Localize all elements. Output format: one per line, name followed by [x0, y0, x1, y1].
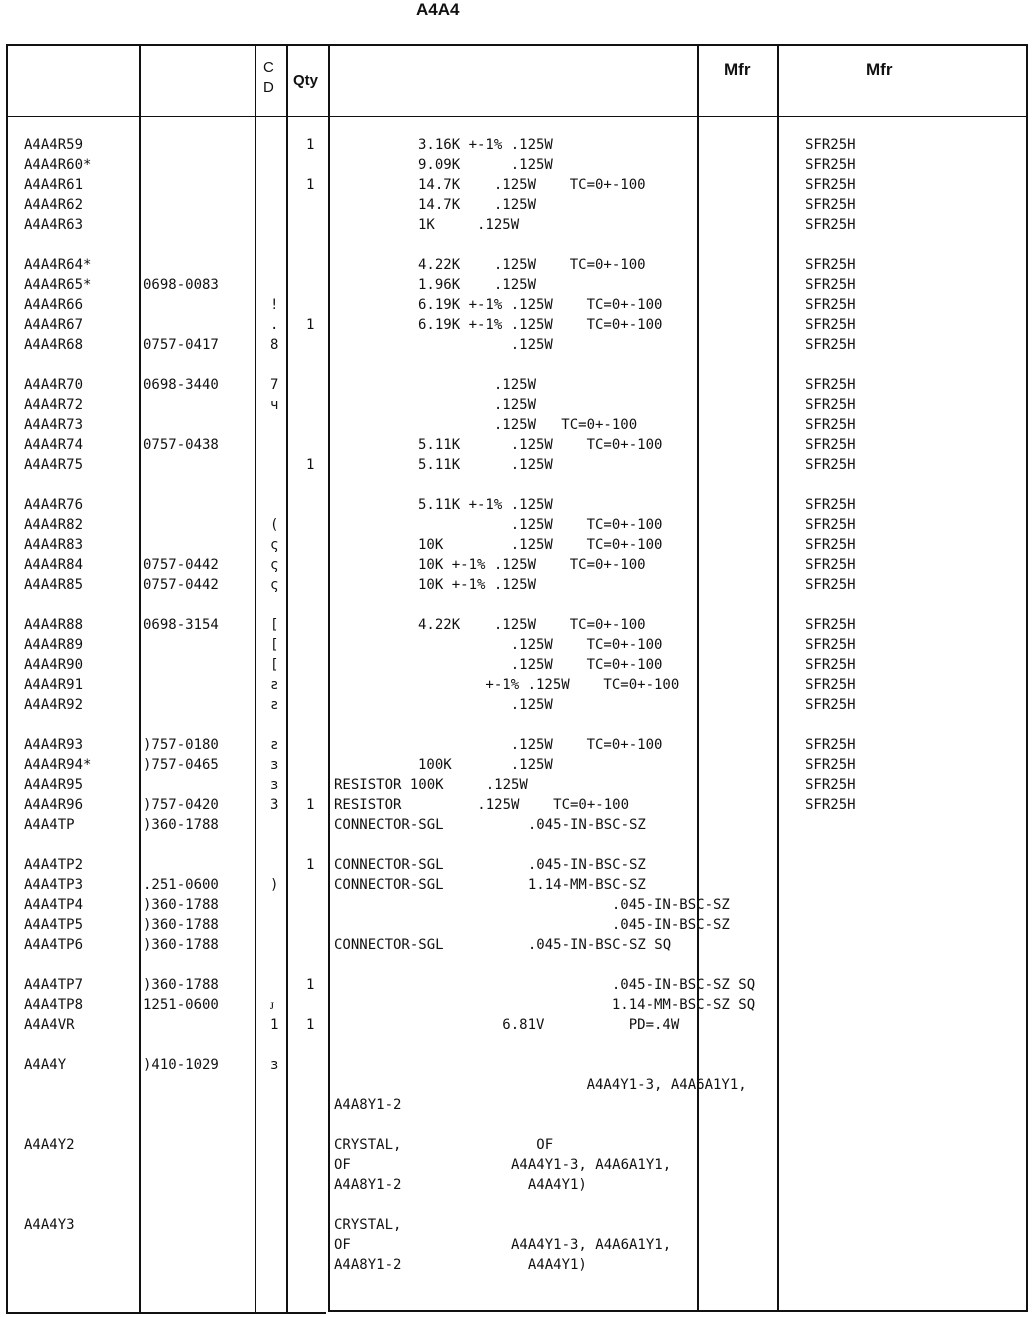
ref-designator: A4A4R65*	[24, 277, 92, 293]
qty-value: 1	[306, 797, 315, 813]
hp-part-number: 0757-0417	[143, 337, 219, 353]
check-digit: )	[270, 877, 279, 893]
ref-designator: A4A4TP2	[24, 857, 84, 873]
mfr-part-number: SFR25H	[805, 257, 856, 273]
hp-part-number: 1251-0600	[143, 997, 219, 1013]
description: RESISTOR 100K .125W	[334, 777, 528, 793]
description: RESISTOR .125W TC=0+-100	[334, 797, 630, 813]
left-table-top-rule	[6, 44, 328, 46]
mfr-part-number: SFR25H	[805, 177, 856, 193]
hp-part-number: )360-1788	[143, 817, 219, 833]
ref-designator: A4A4R76	[24, 497, 84, 513]
mfr-part-number: SFR25H	[805, 557, 856, 573]
ref-designator: A4A4R62	[24, 197, 84, 213]
description: 6.19K +-1% .125W TC=0+-100	[418, 297, 663, 313]
hp-part-number: )360-1788	[143, 977, 219, 993]
cd-header: C D	[263, 59, 274, 96]
description: 14.7K .125W TC=0+-100	[418, 177, 646, 193]
mfr-part-number: SFR25H	[805, 537, 856, 553]
description: CRYSTAL, OF	[334, 1137, 554, 1153]
mfr-part-number: SFR25H	[805, 137, 856, 153]
description: .125W	[418, 397, 537, 413]
mfr-part-number: SFR25H	[805, 757, 856, 773]
hp-part-number: 0757-0442	[143, 577, 219, 593]
ref-designator: A4A4R82	[24, 517, 84, 533]
description: CONNECTOR-SGL .045-IN-BSC-SZ	[334, 857, 646, 873]
cd-column-divider	[255, 44, 256, 1314]
qty-column-divider	[286, 44, 288, 1314]
description: 9.09K .125W	[418, 157, 553, 173]
check-digit: ƨ	[270, 677, 279, 693]
ref-designator: A4A4R68	[24, 337, 84, 353]
description: 3.16K +-1% .125W	[418, 137, 553, 153]
description: A4A8Y1-2	[334, 1097, 402, 1113]
check-digit: 7	[270, 377, 279, 393]
check-digit: ᴊ	[270, 997, 275, 1013]
description: 6.19K +-1% .125W TC=0+-100	[418, 317, 663, 333]
ref-designator: A4A4TP	[24, 817, 75, 833]
ref-designator: A4A4R70	[24, 377, 84, 393]
ref-designator: A4A4R92	[24, 697, 84, 713]
check-digit: ƨ	[270, 737, 279, 753]
ref-designator: A4A4R95	[24, 777, 84, 793]
mfr-header: Mfr	[724, 60, 751, 79]
hp-part-number: )360-1788	[143, 897, 219, 913]
qty-value: 1	[306, 317, 315, 333]
qty-value: 1	[306, 457, 315, 473]
description: .125W TC=0+-100	[418, 637, 663, 653]
check-digit: [	[270, 617, 279, 633]
mfr-part-number: SFR25H	[805, 417, 856, 433]
description: A4A8Y1-2 A4A4Y1)	[334, 1177, 587, 1193]
mfr-column-divider	[697, 44, 699, 1312]
ref-designator: A4A4TP3	[24, 877, 84, 893]
description: 100K .125W	[418, 757, 553, 773]
hp-part-number: )410-1029	[143, 1057, 219, 1073]
mfr-part-number: SFR25H	[805, 777, 856, 793]
hp-part-number: )757-0180	[143, 737, 219, 753]
right-table-header-rule	[328, 116, 1028, 117]
hp-part-number: 0698-3154	[143, 617, 219, 633]
hp-part-number: )757-0420	[143, 797, 219, 813]
ref-designator: A4A4R89	[24, 637, 84, 653]
hp-part-number: 0757-0442	[143, 557, 219, 573]
mfr-part-number: SFR25H	[805, 677, 856, 693]
left-table-left-edge	[6, 44, 8, 1314]
description: 10K +-1% .125W TC=0+-100	[418, 557, 646, 573]
left-table-header-rule	[6, 116, 328, 117]
right-table-top-rule	[328, 44, 1028, 46]
qty-header: Qty	[293, 72, 319, 89]
description: .125W TC=0+-100	[418, 737, 663, 753]
ref-designator: A4A4TP4	[24, 897, 84, 913]
description: 1.96K .125W	[418, 277, 537, 293]
right-table-right-edge	[1026, 44, 1028, 1312]
ref-designator: A4A4R94*	[24, 757, 92, 773]
ref-designator: A4A4R59	[24, 137, 84, 153]
ref-designator: A4A4R67	[24, 317, 84, 333]
description: 10K +-1% .125W	[418, 577, 537, 593]
check-digit: ς	[270, 557, 279, 573]
ref-designator: A4A4TP7	[24, 977, 84, 993]
check-digit: ƨ	[270, 697, 279, 713]
description: A4A8Y1-2 A4A4Y1)	[334, 1257, 587, 1273]
ref-designator: A4A4R74	[24, 437, 84, 453]
mfr-part-number: SFR25H	[805, 157, 856, 173]
left-table-bottom-rule	[6, 1312, 326, 1314]
ref-designator: A4A4TP6	[24, 937, 84, 953]
ref-designator: A4A4TP5	[24, 917, 84, 933]
description: 4.22K .125W TC=0+-100	[418, 257, 646, 273]
mfr-part-number: SFR25H	[805, 377, 856, 393]
description: .045-IN-BSC-SZ SQ	[418, 977, 756, 993]
qty-value: 1	[306, 857, 315, 873]
description: 6.81V PD=.4W	[418, 1017, 680, 1033]
mfr-part-number: SFR25H	[805, 297, 856, 313]
mfr-part-number: SFR25H	[805, 657, 856, 673]
ref-designator: A4A4R83	[24, 537, 84, 553]
description: OF A4A4Y1-3, A4A6A1Y1,	[334, 1157, 672, 1173]
ref-designator: A4A4R91	[24, 677, 84, 693]
description: A4A4Y1-3, A4A6A1Y1,	[418, 1077, 747, 1093]
mfr-part-number: SFR25H	[805, 617, 856, 633]
ref-designator: A4A4Y3	[24, 1217, 75, 1233]
check-digit: !	[270, 297, 279, 313]
hp-part-number: 0698-3440	[143, 377, 219, 393]
ref-designator: A4A4TP8	[24, 997, 84, 1013]
ref-designator: A4A4R61	[24, 177, 84, 193]
mfr-part-number: SFR25H	[805, 577, 856, 593]
description: +-1% .125W TC=0+-100	[418, 677, 680, 693]
description: 4.22K .125W TC=0+-100	[418, 617, 646, 633]
hp-part-number: )360-1788	[143, 937, 219, 953]
check-digit: ς	[270, 577, 279, 593]
ref-designator: A4A4R88	[24, 617, 84, 633]
description: .125W	[418, 697, 553, 713]
mfr-part-number: SFR25H	[805, 337, 856, 353]
mfr-part-number: SFR25H	[805, 517, 856, 533]
description: .125W TC=0+-100	[418, 517, 663, 533]
description: 5.11K +-1% .125W	[418, 497, 553, 513]
ref-designator: A4A4R60*	[24, 157, 92, 173]
hp-part-number: 0698-0083	[143, 277, 219, 293]
ref-designator: A4A4VR	[24, 1017, 75, 1033]
part-column-divider	[139, 44, 141, 1314]
check-digit: ɜ	[270, 777, 279, 793]
ref-designator: A4A4R66	[24, 297, 84, 313]
mfr-part-number: SFR25H	[805, 397, 856, 413]
mfr-part-column-divider	[777, 44, 779, 1312]
mfr-part-number: SFR25H	[805, 797, 856, 813]
description: 14.7K .125W	[418, 197, 537, 213]
ref-designator: A4A4R64*	[24, 257, 92, 273]
mfr-part-number: SFR25H	[805, 697, 856, 713]
check-digit: ч	[270, 397, 279, 413]
check-digit: ς	[270, 537, 279, 553]
mfr-part-number: SFR25H	[805, 637, 856, 653]
mfr-part-number: SFR25H	[805, 197, 856, 213]
ref-designator: A4A4R72	[24, 397, 84, 413]
qty-value: 1	[306, 977, 315, 993]
description: 1K .125W	[418, 217, 520, 233]
mfr-part-number: SFR25H	[805, 317, 856, 333]
hp-part-number: )757-0465	[143, 757, 219, 773]
check-digit: [	[270, 657, 279, 673]
qty-value: 1	[306, 137, 315, 153]
qty-value: 1	[306, 1017, 315, 1033]
ref-designator: A4A4R73	[24, 417, 84, 433]
description: CONNECTOR-SGL 1.14-MM-BSC-SZ	[334, 877, 646, 893]
description: 10K .125W TC=0+-100	[418, 537, 663, 553]
ref-designator: A4A4Y	[24, 1057, 67, 1073]
description: .125W TC=0+-100	[418, 417, 638, 433]
description: .125W	[418, 337, 553, 353]
check-digit: .	[270, 317, 279, 333]
description: CONNECTOR-SGL .045-IN-BSC-SZ SQ	[334, 937, 672, 953]
mfr-part-number: SFR25H	[805, 217, 856, 233]
ref-designator: A4A4R85	[24, 577, 84, 593]
check-digit: 1	[270, 1017, 279, 1033]
ref-designator: A4A4R84	[24, 557, 84, 573]
check-digit: ɜ	[270, 757, 279, 773]
description: .125W	[418, 377, 537, 393]
description: CRYSTAL,	[334, 1217, 402, 1233]
ref-designator: A4A4R90	[24, 657, 84, 673]
ref-designator: A4A4R75	[24, 457, 84, 473]
qty-value: 1	[306, 177, 315, 193]
ref-designator: A4A4R63	[24, 217, 84, 233]
page-title: A4A4	[416, 0, 460, 19]
mfr-part-number: SFR25H	[805, 737, 856, 753]
ref-designator: A4A4R93	[24, 737, 84, 753]
description: OF A4A4Y1-3, A4A6A1Y1,	[334, 1237, 672, 1253]
desc-column-left-edge	[328, 44, 330, 1312]
mfr-part-number: SFR25H	[805, 437, 856, 453]
mfr-part-header: Mfr	[866, 60, 893, 79]
hp-part-number: )360-1788	[143, 917, 219, 933]
mfr-part-number: SFR25H	[805, 497, 856, 513]
mfr-part-number: SFR25H	[805, 457, 856, 473]
check-digit: [	[270, 637, 279, 653]
description: 5.11K .125W	[418, 457, 553, 473]
ref-designator: A4A4Y2	[24, 1137, 75, 1153]
check-digit: (	[270, 517, 279, 533]
ref-designator: A4A4R96	[24, 797, 84, 813]
description: .125W TC=0+-100	[418, 657, 663, 673]
description: .045-IN-BSC-SZ	[418, 917, 730, 933]
check-digit: ɜ	[270, 1057, 279, 1073]
check-digit: 3	[270, 797, 279, 813]
description: 1.14-MM-BSC-SZ SQ	[418, 997, 756, 1013]
right-table-bottom-rule	[328, 1310, 1028, 1312]
hp-part-number: 0757-0438	[143, 437, 219, 453]
mfr-part-number: SFR25H	[805, 277, 856, 293]
description: .045-IN-BSC-SZ	[418, 897, 730, 913]
check-digit: 8	[270, 337, 279, 353]
hp-part-number: .251-0600	[143, 877, 219, 893]
description: CONNECTOR-SGL .045-IN-BSC-SZ	[334, 817, 646, 833]
description: 5.11K .125W TC=0+-100	[418, 437, 663, 453]
